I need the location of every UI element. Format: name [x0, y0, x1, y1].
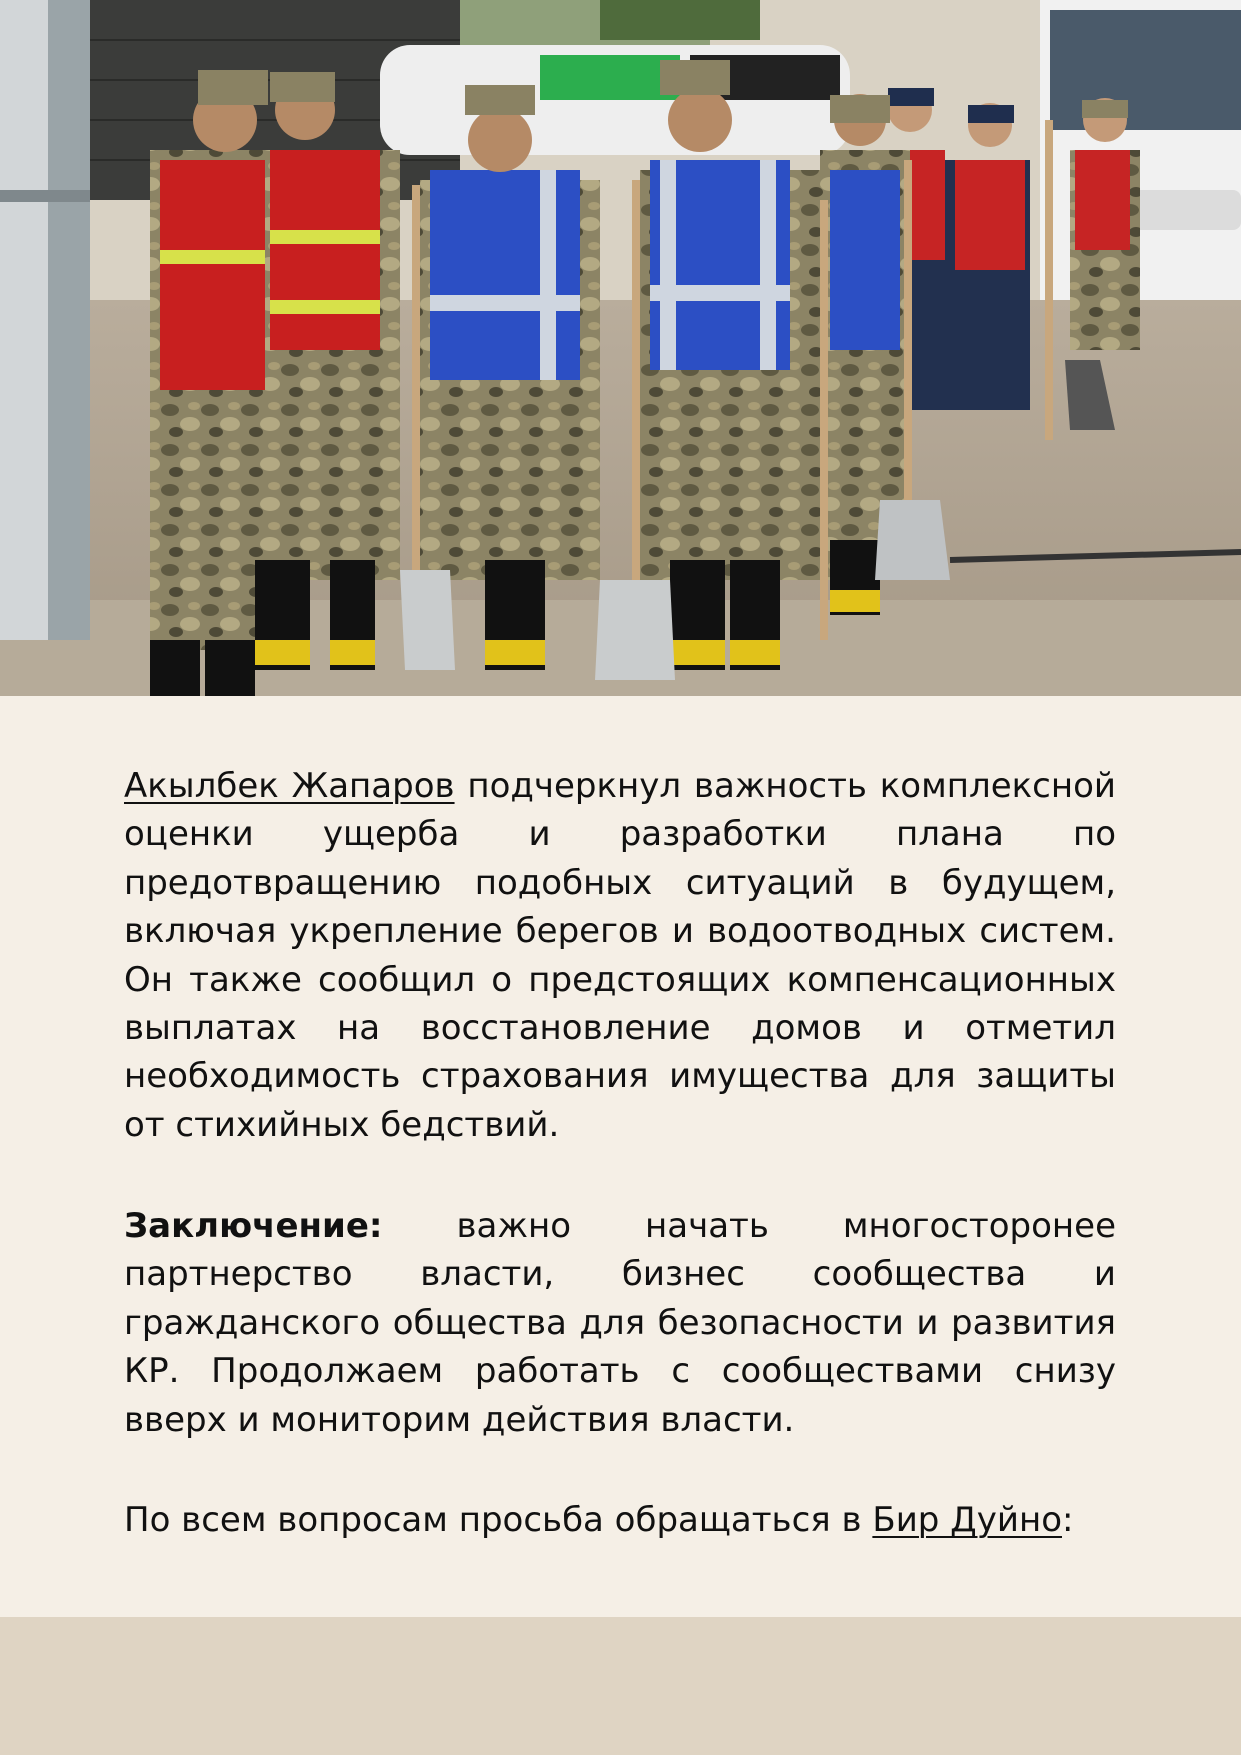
conclusion-text: важно начать многосторонее партнерство власти, бизнес сообщества и гражданского общества для безопасности и развития КР. Продолжаем работать с сообществами снизу вверх и мониторим действия власти.: [124, 1206, 1116, 1440]
footer-band: [0, 1617, 1241, 1755]
contact-suffix: :: [1062, 1500, 1074, 1540]
contact-text: По всем вопросам просьба обращаться в: [124, 1500, 873, 1540]
conclusion-label: Заключение:: [124, 1206, 383, 1246]
paragraph-1-text: подчеркнул важность комплексной оценки ущерба и разработки плана по предотвращению подобных ситуаций в будущем, включая укрепление берегов и водоотводных систем. Он также сообщил о предстоящих компенсационных выплатах на восстановление домов и отметил необходимость страхования имущества для защиты от стихийных бедствий.: [124, 766, 1116, 1145]
person-link[interactable]: Акылбек Жапаров: [124, 766, 455, 806]
article-photo: [0, 0, 1241, 696]
photo-illustration: [0, 0, 1241, 696]
article-paragraph-1: [124, 762, 1116, 1149]
article-paragraph-conclusion: [124, 1202, 1116, 1444]
bir-duino-link[interactable]: Бир Дуйно: [872, 1500, 1062, 1540]
article-paragraph-contact: [124, 1496, 1116, 1544]
